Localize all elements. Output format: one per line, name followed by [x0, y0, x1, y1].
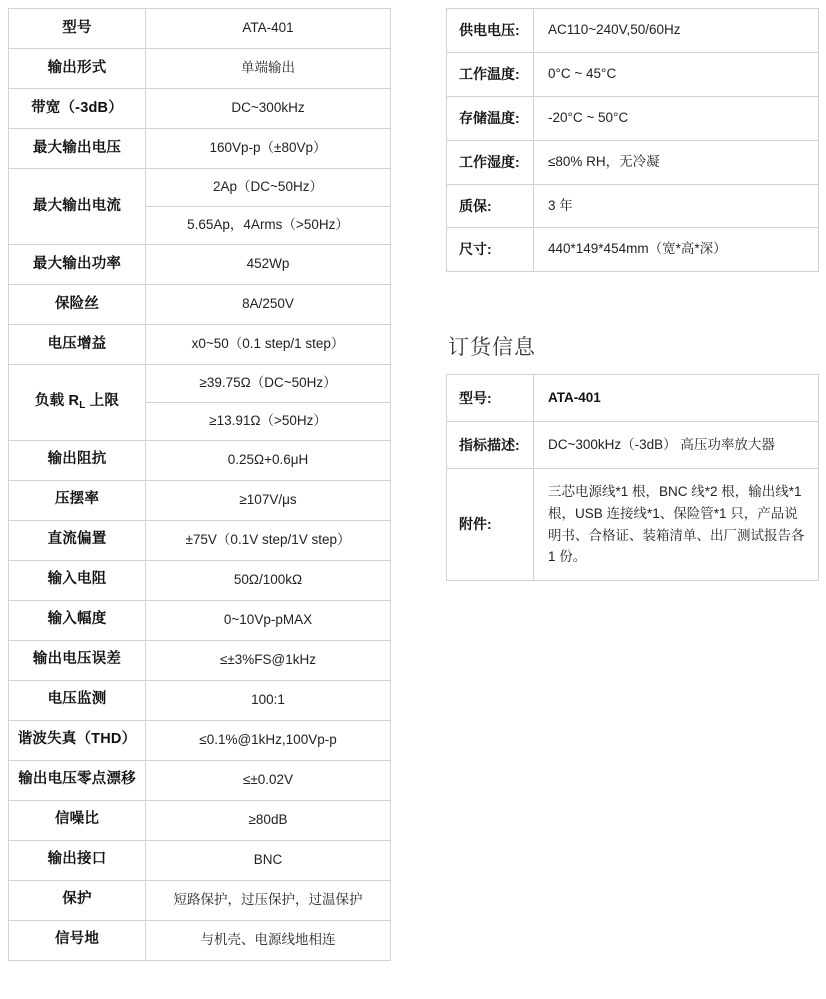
env-label: 工作温度: — [447, 52, 534, 96]
env-value: -20°C ~ 50°C — [534, 96, 819, 140]
table-row — [9, 364, 391, 402]
order-label: 型号: — [447, 375, 534, 422]
table-row — [447, 96, 819, 140]
env-label: 工作湿度: — [447, 140, 534, 184]
spec-label: 谐波失真（THD） — [9, 720, 146, 760]
technical-specifications-table — [8, 8, 391, 961]
spec-value: ≤±0.02V — [146, 760, 391, 800]
table-row — [9, 129, 391, 169]
table-row — [9, 920, 391, 960]
order-label: 附件: — [447, 468, 534, 580]
table-row — [9, 9, 391, 49]
spec-label: 电压增益 — [9, 324, 146, 364]
spec-label: 输入电阻 — [9, 560, 146, 600]
env-value: 3 年 — [534, 184, 819, 228]
spec-value: ≥13.91Ω（>50Hz） — [146, 402, 391, 440]
table-row — [9, 840, 391, 880]
spec-value: x0~50（0.1 step/1 step） — [146, 324, 391, 364]
spec-label: 输出电压零点漂移 — [9, 760, 146, 800]
order-value: DC~300kHz（-3dB） 高压功率放大器 — [534, 422, 819, 469]
table-row — [9, 800, 391, 840]
spec-label: 输出接口 — [9, 840, 146, 880]
spec-value: DC~300kHz — [146, 89, 391, 129]
ordering-information-section — [446, 335, 818, 581]
table-row — [9, 89, 391, 129]
spec-value: 2Ap（DC~50Hz） — [146, 169, 391, 207]
env-label: 质保: — [447, 184, 534, 228]
env-label: 尺寸: — [447, 228, 534, 272]
spec-label: 带宽（-3dB） — [9, 89, 146, 129]
spec-label: 最大输出功率 — [9, 244, 146, 284]
table-row — [9, 244, 391, 284]
spec-label: 最大输出电流 — [9, 169, 146, 245]
env-label: 存储温度: — [447, 96, 534, 140]
spec-value: 0~10Vp-pMAX — [146, 600, 391, 640]
ordering-information-table — [446, 374, 819, 581]
table-row — [447, 468, 819, 580]
env-value: AC110~240V,50/60Hz — [534, 9, 819, 53]
table-row — [9, 720, 391, 760]
spec-value: ≤±3%FS@1kHz — [146, 640, 391, 680]
spec-value: 100:1 — [146, 680, 391, 720]
spec-value: 5.65Ap，4Arms（>50Hz） — [146, 206, 391, 244]
spec-value: ±75V（0.1V step/1V step） — [146, 520, 391, 560]
spec-label: 负载 $R_L$ 上限 — [9, 364, 146, 440]
technical-specifications-section — [8, 8, 390, 961]
spec-value: 50Ω/100kΩ — [146, 560, 391, 600]
env-value: 440*149*454mm（宽*高*深） — [534, 228, 819, 272]
table-row — [447, 375, 819, 422]
spec-label: 电压监测 — [9, 680, 146, 720]
env-value: 0°C ~ 45°C — [534, 52, 819, 96]
spec-value: ≥39.75Ω（DC~50Hz） — [146, 364, 391, 402]
table-row — [9, 324, 391, 364]
table-row — [447, 422, 819, 469]
spec-value: 与机壳、电源线地相连 — [146, 920, 391, 960]
spec-label: 型号 — [9, 9, 146, 49]
spec-value: ATA-401 — [146, 9, 391, 49]
spec-label: 直流偏置 — [9, 520, 146, 560]
order-label: 指标描述: — [447, 422, 534, 469]
spec-label: 输出形式 — [9, 49, 146, 89]
spec-value: BNC — [146, 840, 391, 880]
table-row — [9, 480, 391, 520]
table-row — [9, 640, 391, 680]
env-label: 供电电压: — [447, 9, 534, 53]
table-row — [9, 880, 391, 920]
spec-value: 8A/250V — [146, 284, 391, 324]
environmental-specifications-table — [446, 8, 819, 272]
spec-label: 输入幅度 — [9, 600, 146, 640]
table-row — [447, 140, 819, 184]
ordering-information-heading: 订货信息 — [448, 336, 536, 359]
order-value: ATA-401 — [534, 375, 819, 422]
subscript-label: L — [79, 400, 86, 412]
table-row — [9, 440, 391, 480]
spec-label: 信号地 — [9, 920, 146, 960]
table-row — [447, 228, 819, 272]
table-row — [447, 52, 819, 96]
environmental-specifications-section — [446, 8, 818, 272]
table-row — [9, 760, 391, 800]
spec-label: 最大输出电压 — [9, 129, 146, 169]
table-row — [9, 284, 391, 324]
table-row — [447, 184, 819, 228]
spec-value: 160Vp-p（±80Vp） — [146, 129, 391, 169]
spec-label: 信噪比 — [9, 800, 146, 840]
spec-label: 输出电压误差 — [9, 640, 146, 680]
table-row — [9, 680, 391, 720]
spec-value: 短路保护，过压保护，过温保护 — [146, 880, 391, 920]
spec-value: ≤0.1%@1kHz,100Vp-p — [146, 720, 391, 760]
table-row — [9, 169, 391, 207]
spec-value: ≥80dB — [146, 800, 391, 840]
table-row — [9, 520, 391, 560]
spec-value: ≥107V/μs — [146, 480, 391, 520]
spec-label: 保护 — [9, 880, 146, 920]
spec-value: 单端输出 — [146, 49, 391, 89]
table-row — [447, 9, 819, 53]
spec-label: 压摆率 — [9, 480, 146, 520]
table-row — [9, 560, 391, 600]
table-row — [9, 600, 391, 640]
spec-value: 452Wp — [146, 244, 391, 284]
spec-value: 0.25Ω+0.6μH — [146, 440, 391, 480]
spec-label: 保险丝 — [9, 284, 146, 324]
table-row — [9, 49, 391, 89]
order-value: 三芯电源线*1 根，BNC 线*2 根，输出线*1 根，USB 连接线*1、保险管*1 只，产品说明书、合格证、装箱清单、出厂测试报告各 1 份。 — [534, 468, 819, 580]
env-value: ≤80% RH，无冷凝 — [534, 140, 819, 184]
spec-label: 输出阻抗 — [9, 440, 146, 480]
